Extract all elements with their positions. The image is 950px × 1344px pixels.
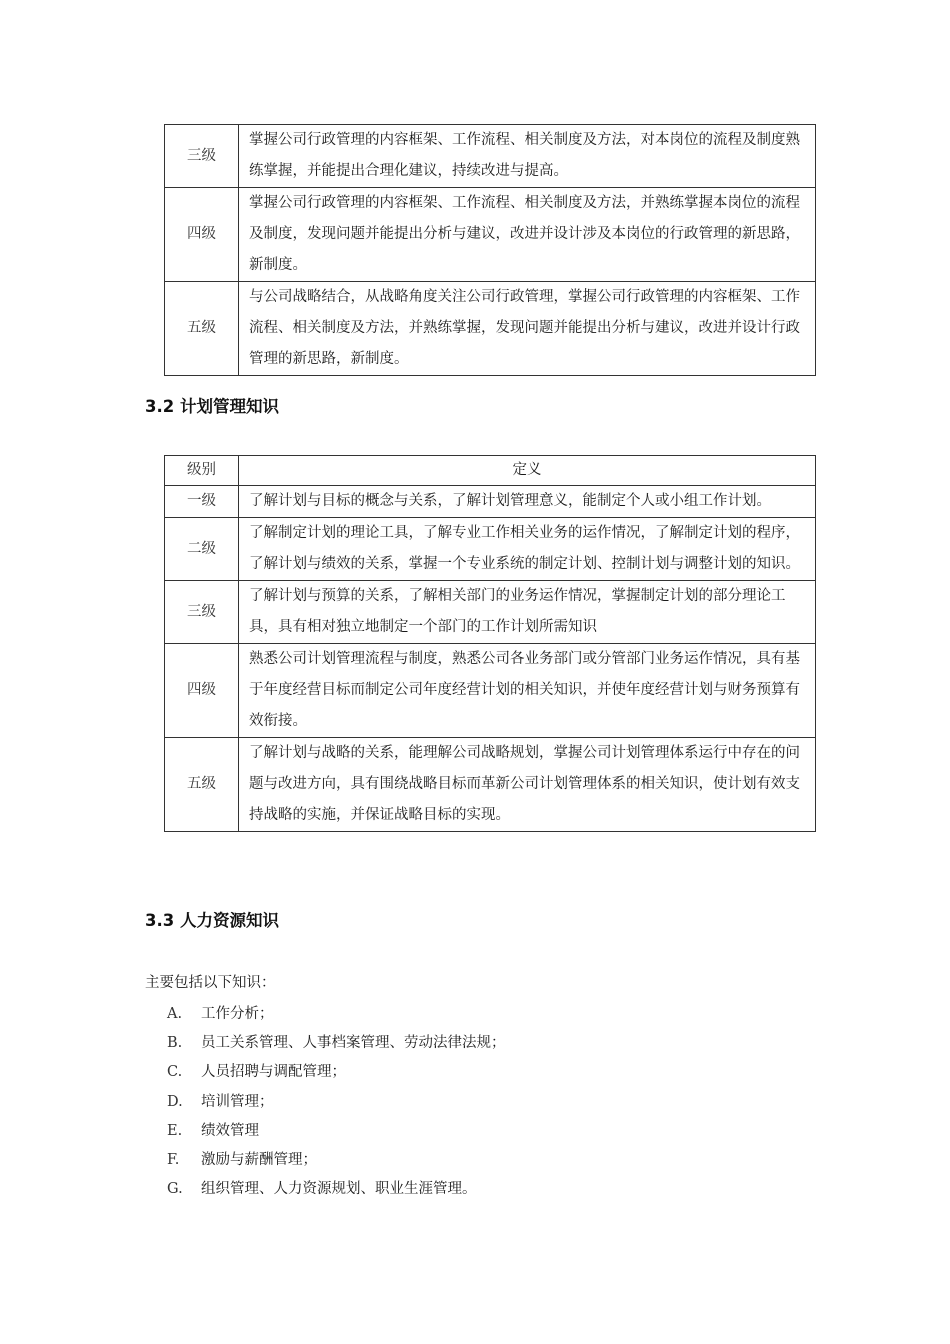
list-item-text: 绩效管理 [201,1122,259,1139]
list-marker: B. [167,1035,183,1052]
planning-knowledge-table [164,455,816,832]
definition-cell: 了解制定计划的理论工具，了解专业工作相关业务的运作情况，了解制定计划的程序，了解计划与绩效的关系，掌握一个专业系统的制定计划、控制计划与调整计划的知识。 [239,518,816,581]
level-cell: 五级 [165,282,239,376]
list-marker: F. [167,1151,180,1168]
list-marker: D. [167,1093,183,1110]
table-row [165,738,816,832]
list-item [167,1000,506,1029]
table-row [165,125,816,188]
list-item-text: 组织管理、人力资源规划、职业生涯管理。 [201,1181,477,1198]
table-row [165,644,816,738]
hr-intro-text: 主要包括以下知识： [145,975,276,991]
level-cell: 四级 [165,644,239,738]
list-item-text: 激励与薪酬管理； [201,1151,317,1168]
table-row [165,518,816,581]
list-item-text: 工作分析； [201,1006,274,1022]
table-row [165,188,816,282]
level-cell: 二级 [165,518,239,581]
list-marker: G. [167,1181,183,1198]
column-header-level: 级别 [165,456,239,486]
level-cell: 一级 [165,486,239,518]
list-marker: C. [167,1064,183,1081]
list-item [167,1175,506,1204]
column-header-definition: 定义 [239,456,816,486]
list-item-text: 人员招聘与调配管理； [201,1064,346,1081]
table-row [165,486,816,518]
list-item [167,1088,506,1117]
list-marker: A. [167,1006,183,1022]
section-heading-planning: 3.2 计划管理知识 [145,397,279,416]
level-cell: 四级 [165,188,239,282]
definition-cell: 了解计划与预算的关系，了解相关部门的业务运作情况，掌握制定计划的部分理论工具，具有相对独立地制定一个部门的工作计划所需知识 [239,581,816,644]
list-item [167,1058,506,1087]
level-cell: 五级 [165,738,239,832]
table-row [165,282,816,376]
level-cell: 三级 [165,581,239,644]
list-item-text: 培训管理； [201,1093,274,1110]
list-item-text: 员工关系管理、人事档案管理、劳动法律法规； [201,1035,506,1052]
level-cell: 三级 [165,125,239,188]
definition-cell: 熟悉公司计划管理流程与制度，熟悉公司各业务部门或分管部门业务运作情况，具有基于年度经营目标而制定公司年度经营计划的相关知识，并使年度经营计划与财务预算有效衔接。 [239,644,816,738]
definition-cell: 与公司战略结合，从战略角度关注公司行政管理，掌握公司行政管理的内容框架、工作流程、相关制度及方法，并熟练掌握，发现问题并能提出分析与建议，改进并设计行政管理的新思路，新制度。 [239,282,816,376]
hr-knowledge-list [167,1000,506,1204]
definition-cell: 了解计划与目标的概念与关系，了解计划管理意义，能制定个人或小组工作计划。 [239,486,816,518]
definition-cell: 了解计划与战略的关系，能理解公司战略规划，掌握公司计划管理体系运行中存在的问题与改进方向，具有围绕战略目标而革新公司计划管理体系的相关知识，使计划有效支持战略的实施，并保证战略目标的实现。 [239,738,816,832]
admin-knowledge-table [164,124,816,376]
table-header-row [165,456,816,486]
section-heading-hr: 3.3 人力资源知识 [145,911,279,930]
list-item [167,1029,506,1058]
definition-cell: 掌握公司行政管理的内容框架、工作流程、相关制度及方法，并熟练掌握本岗位的流程及制度，发现问题并能提出分析与建议，改进并设计涉及本岗位的行政管理的新思路，新制度。 [239,188,816,282]
list-marker: E. [167,1122,183,1139]
table-row [165,581,816,644]
definition-cell: 掌握公司行政管理的内容框架、工作流程、相关制度及方法，对本岗位的流程及制度熟练掌握，并能提出合理化建议，持续改进与提高。 [239,125,816,188]
list-item [167,1117,506,1146]
list-item [167,1146,506,1175]
